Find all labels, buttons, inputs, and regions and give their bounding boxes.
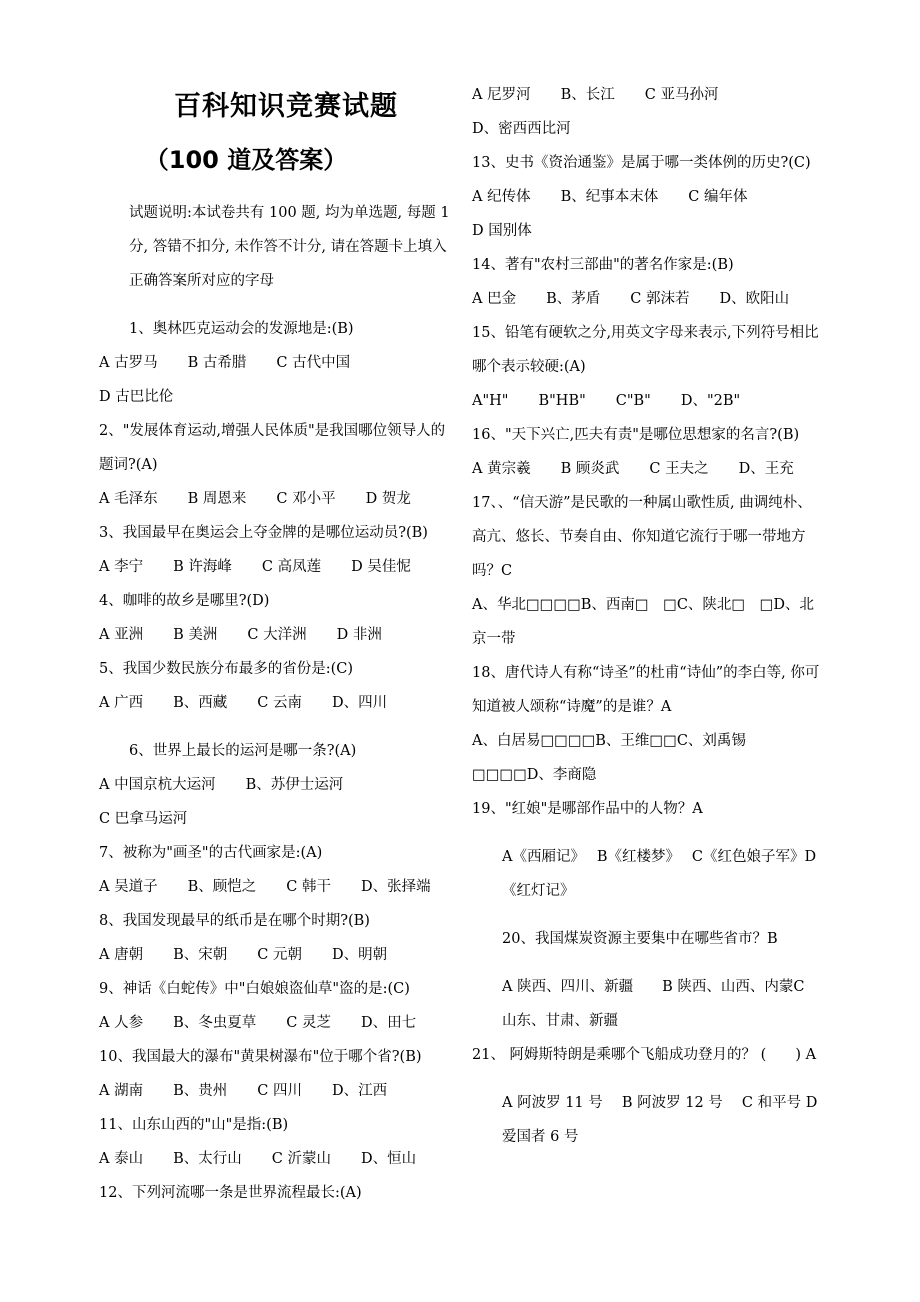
question-19: 19、"红娘"是哪部作品中的人物？A [472,801,703,817]
question-8-options [99,938,454,972]
option: B、纪事本末体 [560,189,659,205]
option: D 贺龙 [365,491,411,507]
question-13: 13、史书《资治通鉴》是属于哪一类体例的历史?(C) [472,155,811,171]
question-9: 9、神话《白蛇传》中"白娘娘盗仙草"盗的是:(C) [99,981,410,997]
question-16-options [472,452,822,486]
option: C 巴拿马运河 [99,811,188,827]
question-20: 20、我国煤炭资源主要集中在哪些省市？B [502,931,778,947]
question-19-options: A《西厢记》 B《红楼梦》 C《红色娘子军》D《红灯记》 [502,849,817,899]
option: D 吴佳怩 [351,559,411,575]
question-1-options [99,346,454,414]
option: D、欧阳山 [719,291,790,307]
option: C 韩干 [286,879,331,895]
question-5: 5、我国少数民族分布最多的省份是:(C) [99,661,354,677]
option: A 尼罗河 [472,87,531,103]
question-4-options [99,618,454,652]
question-7: 7、被称为"画圣"的古代画家是:(A) [99,845,323,861]
option: C 元朝 [257,947,302,963]
option: A 巴金 [472,291,517,307]
option: B、太行山 [173,1151,242,1167]
option: A 亚洲 [99,627,144,643]
question-17-options: A、华北□□□□B、西南□ □C、陕北□ □D、北京一带 [472,597,814,647]
question-9-options [99,1006,454,1040]
option: A 中国京杭大运河 [99,777,216,793]
option: A 黄宗羲 [472,461,531,477]
instructions: 试题说明:本试卷共有 100 题, 均为单选题, 每题 1 分, 答错不扣分, 未作答不计分, 请在答题卡上填入正确答案所对应的字母 [129,205,450,289]
option: A 古罗马 [99,355,158,371]
option: A 人参 [99,1015,144,1031]
option: B 顾炎武 [560,461,620,477]
option: B、西藏 [173,695,228,711]
option: A 湖南 [99,1083,144,1099]
question-11-options [99,1142,454,1176]
option: B、宋朝 [173,947,228,963]
option: C 邓小平 [276,491,336,507]
question-3-options [99,550,454,584]
option: C 灵芝 [286,1015,331,1031]
option: C 编年体 [688,189,748,205]
option: D 国别体 [472,223,532,239]
question-2: 2、"发展体育运动,增强人民体质"是我国哪位领导人的题词?(A) [99,423,446,473]
option: A 泰山 [99,1151,144,1167]
option: B"HB" [538,393,586,409]
option: C 郭沫若 [630,291,690,307]
option: D、明朝 [331,947,388,963]
right-column [472,78,822,1154]
option: B、顾恺之 [187,879,257,895]
option: C 王夫之 [649,461,709,477]
option: B、茅盾 [546,291,601,307]
question-6-options [99,768,454,836]
option: C 沂蒙山 [271,1151,331,1167]
option: A 广西 [99,695,144,711]
option: A 纪传体 [472,189,531,205]
question-13-options [472,180,822,248]
option: D、"2B" [680,393,741,409]
option: C 四川 [257,1083,302,1099]
option: D 古巴比伦 [99,389,174,405]
option: B、贵州 [173,1083,228,1099]
question-1: 1、奥林匹克运动会的发源地是:(B) [129,321,354,337]
question-15-options [472,384,822,418]
question-2-options [99,482,454,516]
option: A 李宁 [99,559,144,575]
option: C"B" [615,393,651,409]
question-21-options: A 阿波罗 11 号 B 阿波罗 12 号 C 和平号 D 爱国者 6 号 [502,1095,818,1145]
option: A 唐朝 [99,947,144,963]
option: D、密西西比河 [472,121,571,137]
question-21: 21、 阿姆斯特朗是乘哪个飞船成功登月的？ ( ) A [472,1047,817,1063]
page-subtitle: （100 道及答案） [144,146,348,174]
question-4: 4、咖啡的故乡是哪里?(D) [99,593,270,609]
option: B、苏伊士运河 [245,777,344,793]
option: B 许海峰 [173,559,232,575]
option: A"H" [472,393,509,409]
question-20-options: A 陕西、四川、新疆 B 陕西、山西、内蒙C 山东、甘肃、新疆 [502,979,805,1029]
question-8: 8、我国发现最早的纸币是在哪个时期?(B) [99,913,370,929]
question-12: 12、下列河流哪一条是世界流程最长:(A) [99,1185,362,1201]
option: B 周恩来 [187,491,247,507]
question-17: 17、、“信天游”是民歌的一种属山歌性质, 曲调纯朴、高亢、悠长、节奏自由、你知道它流行于哪一带地方吗？C [472,495,812,579]
option: D、四川 [331,695,388,711]
option: D 非洲 [336,627,382,643]
option: D、恒山 [360,1151,417,1167]
question-7-options [99,870,454,904]
question-11: 11、山东山西的"山"是指:(B) [99,1117,289,1133]
page-title: 百科知识竞赛试题 [174,91,398,122]
option: C 古代中国 [276,355,351,371]
question-15: 15、铅笔有硬软之分,用英文字母来表示,下列符号相比哪个表示较硬:(A) [472,325,819,375]
question-14-options [472,282,822,316]
question-18-options: A、白居易□□□□B、王维□□C、刘禹锡□□□□D、李商隐 [472,733,746,783]
option: A 毛泽东 [99,491,158,507]
option: C 云南 [257,695,302,711]
left-column [99,196,454,1210]
option: B 古希腊 [187,355,247,371]
question-10: 10、我国最大的瀑布"黄果树瀑布"位于哪个省?(B) [99,1049,422,1065]
question-18: 18、唐代诗人有称“诗圣”的杜甫“诗仙”的李白等, 你可知道被人颂称“诗魔”的是谁？A [472,665,820,715]
option: B 美洲 [173,627,218,643]
option: B、冬虫夏草 [173,1015,257,1031]
option: C 高凤莲 [261,559,322,575]
question-12-options [472,78,822,146]
question-3: 3、我国最早在奥运会上夺金牌的是哪位运动员?(B) [99,525,428,541]
question-6: 6、世界上最长的运河是哪一条?(A) [129,743,357,759]
option: D、田七 [360,1015,417,1031]
question-10-options [99,1074,454,1108]
option: C 大洋洲 [247,627,307,643]
option: B、长江 [560,87,615,103]
option: D、张择端 [360,879,431,895]
question-14: 14、著有"农村三部曲"的著名作家是:(B) [472,257,734,273]
option: C 亚马孙河 [644,87,719,103]
question-5-options [99,686,454,720]
option: A 吴道子 [99,879,158,895]
question-16: 16、"天下兴亡,匹夫有责"是哪位思想家的名言?(B) [472,427,800,443]
option: D、王充 [738,461,794,477]
option: D、江西 [331,1083,388,1099]
